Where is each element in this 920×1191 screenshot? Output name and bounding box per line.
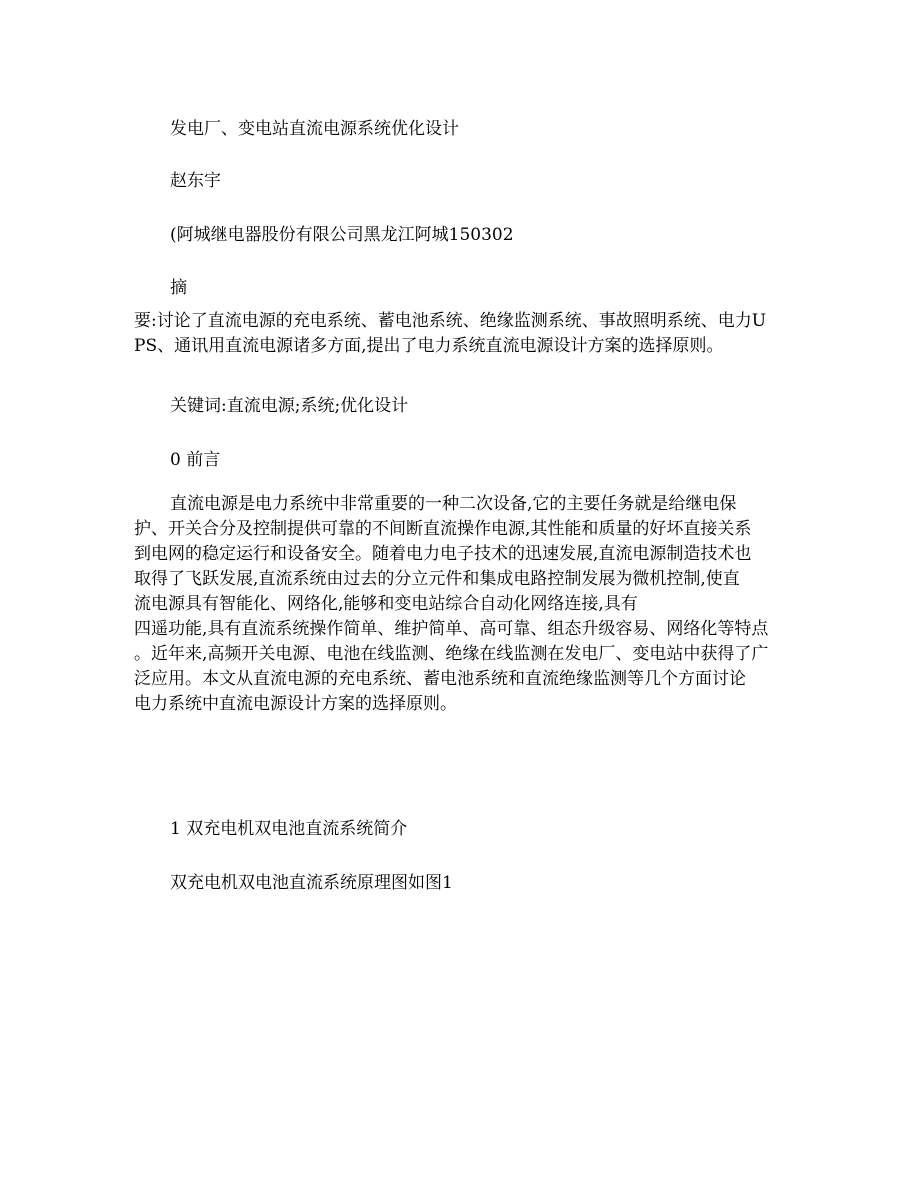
intro-line: 电力系统中直流电源设计方案的选择原则。 (134, 694, 457, 714)
figure-reference: 双充电机双电池直流系统原理图如图1 (170, 873, 453, 893)
author-name: 赵东宇 (170, 171, 221, 191)
intro-line: 护、开关合分及控制提供可靠的不间断直流操作电源,其性能和质量的好坏直接关系 (134, 519, 752, 539)
intro-line: 直流电源是电力系统中非常重要的一种二次设备,它的主要任务就是给继电保 (170, 494, 737, 514)
intro-paragraph (134, 492, 794, 717)
author-affiliation: (阿城继电器股份有限公司黑龙江阿城150302 (170, 225, 514, 245)
abstract-line: PS、通讯用直流电源诸多方面,提出了电力系统直流电源设计方案的选择原则。 (134, 336, 724, 356)
paper-title: 发电厂、变电站直流电源系统优化设计 (170, 119, 459, 139)
abstract-label: 摘 (170, 278, 187, 298)
keywords: 关键词:直流电源;系统;优化设计 (170, 396, 409, 416)
abstract-text (134, 309, 794, 359)
section-heading-preface: 0 前言 (170, 450, 221, 470)
intro-line: 泛应用。本文从直流电源的充电系统、蓄电池系统和直流绝缘监测等几个方面讨论 (134, 669, 746, 689)
intro-line: 流电源具有智能化、网络化,能够和变电站综合自动化网络连接,具有 (134, 594, 638, 614)
intro-line: 四遥功能,具有直流系统操作简单、维护简单、高可靠、组态升级容易、网络化等特点 (134, 619, 769, 639)
abstract-line: 要:讨论了直流电源的充电系统、蓄电池系统、绝缘监测系统、事故照明系统、电力U (134, 311, 767, 331)
intro-line: 到电网的稳定运行和设备安全。随着电力电子技术的迅速发展,直流电源制造技术也 (134, 544, 752, 564)
section-heading-1: 1 双充电机双电池直流系统简介 (170, 819, 408, 839)
intro-line: 取得了飞跃发展,直流系统由过去的分立元件和集成电路控制发展为微机控制,使直 (134, 569, 740, 589)
intro-line: 。近年来,高频开关电源、电池在线监测、绝缘在线监测在发电厂、变电站中获得了广 (134, 644, 769, 664)
